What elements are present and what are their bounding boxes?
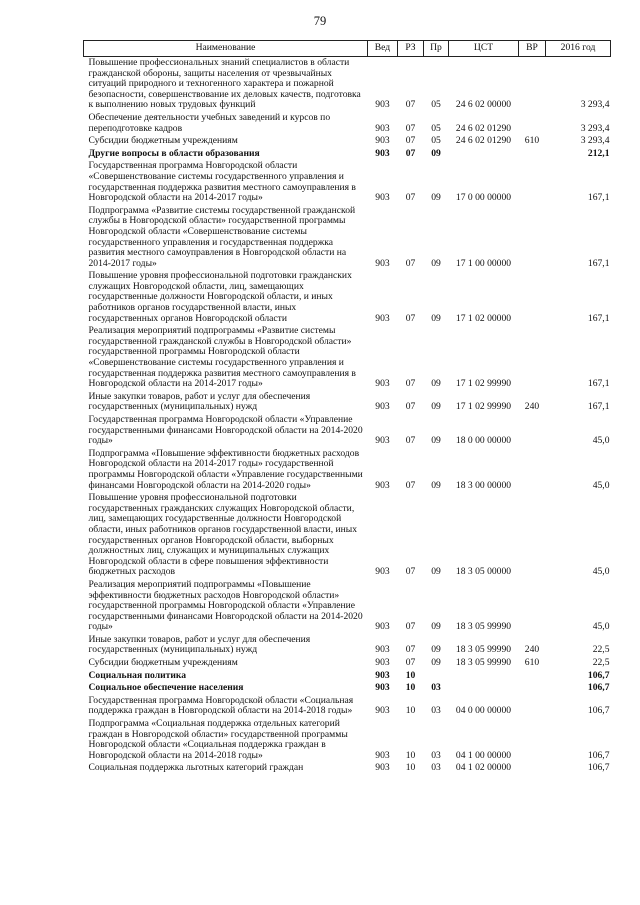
table-row (84, 657, 611, 670)
cell-pr: 05 (431, 99, 441, 111)
cell-ved: 903 (375, 621, 390, 633)
cell-vr (519, 414, 546, 448)
cell-pr (424, 670, 449, 683)
cell-vr: 240 (524, 644, 540, 656)
cell-rz: 07 (405, 566, 416, 578)
cell-name: Обеспечение деятельности учебных заведений и курсов по переподготовке кадров (88, 111, 331, 134)
cell-amount: 167,1 (587, 192, 610, 204)
table-row (84, 391, 611, 414)
cell-cst (449, 682, 519, 695)
cell-cst: 17 1 02 99990 (455, 401, 512, 413)
cell-cst: 18 3 05 99990 (455, 657, 512, 669)
cell-pr: 03 (431, 762, 441, 774)
table-row (84, 634, 611, 657)
cell-amount: 106,7 (587, 749, 610, 761)
table-header (84, 41, 611, 57)
cell-ved: 903 (375, 401, 390, 413)
table-row (84, 695, 611, 718)
cell-rz: 10 (405, 669, 416, 681)
cell-vr (519, 718, 546, 762)
cell-name: Государственная программа Новгородской области «Социальная поддержка граждан в Новгородской области на 2014-2018 годы» (88, 694, 354, 717)
cell-rz: 07 (405, 135, 416, 147)
cell-pr: 09 (431, 435, 441, 447)
cell-amount: 167,1 (587, 312, 610, 324)
cell-amount: 167,1 (587, 401, 610, 413)
header-pr: Пр (424, 41, 449, 57)
cell-pr: 09 (431, 644, 441, 656)
cell-pr: 09 (431, 479, 441, 491)
cell-rz: 07 (405, 621, 416, 633)
cell-cst: 24 6 02 01290 (455, 122, 512, 134)
cell-pr: 05 (431, 122, 441, 134)
cell-ved: 903 (375, 147, 390, 159)
table-row (84, 148, 611, 161)
cell-cst: 24 6 02 00000 (455, 99, 512, 111)
cell-vr (519, 57, 546, 112)
cell-ved: 903 (375, 99, 390, 111)
cell-ved: 903 (375, 479, 390, 491)
cell-amount: 22,5 (592, 644, 610, 656)
cell-amount: 106,7 (587, 705, 610, 717)
table-row (84, 448, 611, 492)
table-row (84, 135, 611, 148)
cell-cst: 18 3 00 00000 (455, 479, 512, 491)
cell-pr: 03 (431, 749, 441, 761)
cell-cst: 17 1 02 00000 (455, 312, 512, 324)
table-row (84, 57, 611, 112)
cell-amount: 45,0 (592, 566, 610, 578)
cell-name: Другие вопросы в области образования (88, 147, 260, 159)
cell-vr (519, 112, 546, 135)
cell-pr: 09 (431, 401, 441, 413)
cell-ved: 903 (375, 122, 390, 134)
header-name: Наименование (84, 41, 368, 57)
cell-pr: 09 (431, 657, 441, 669)
cell-name: Иные закупки товаров, работ и услуг для обеспечения государственных (муниципальных) нужд (88, 390, 311, 413)
cell-cst (449, 148, 519, 161)
cell-amount: 106,7 (587, 669, 610, 681)
cell-name: Повышение профессиональных знаний специалистов в области гражданской обороны, защиты населения от чрезвычайных ситуаций природного и техногенного характера и пожарной безопасности, совершенствование их деловых качеств, подготовка к выполнению новых трудовых функций (88, 57, 361, 111)
cell-vr: 610 (524, 657, 540, 669)
table-body (84, 57, 611, 776)
cell-rz: 07 (405, 644, 416, 656)
cell-pr: 09 (431, 621, 441, 633)
cell-cst: 17 0 00 00000 (455, 192, 512, 204)
budget-table (83, 40, 611, 775)
cell-vr (519, 270, 546, 325)
cell-rz: 07 (405, 435, 416, 447)
cell-name: Повышение уровня профессиональной подготовки государственных гражданских служащих Новгородской области, лиц, замещающих государственные должности Новгородской области, иных работников органов государственной власти, иных государственных органов Новгородской области, выборных должностных лиц, служащих и муниципальных служащих Новгородской области в сфере повышения эффективности бюджетных расходов (88, 492, 358, 578)
cell-pr: 05 (431, 135, 441, 147)
cell-rz: 10 (405, 682, 416, 694)
cell-vr (519, 695, 546, 718)
cell-name: Реализация мероприятий подпрограммы «Повышение эффективности бюджетных расходов Новгородской области» государственной программы Новгородской области «Управление государственными финансами Новгородской области на 2014-2020 годы» (88, 578, 363, 633)
cell-rz: 07 (405, 401, 416, 413)
cell-vr (519, 670, 546, 683)
header-rz: РЗ (398, 41, 424, 57)
cell-amount: 212,1 (587, 147, 610, 159)
table-row (84, 718, 611, 762)
cell-ved: 903 (375, 682, 390, 694)
cell-name: Субсидии бюджетным учреждениям (88, 135, 238, 147)
cell-vr: 610 (524, 135, 540, 147)
cell-rz: 07 (405, 312, 416, 324)
cell-rz: 07 (405, 378, 416, 390)
cell-ved: 903 (375, 257, 390, 269)
cell-amount: 167,1 (587, 257, 610, 269)
cell-cst (449, 670, 519, 683)
cell-vr (519, 448, 546, 492)
cell-rz: 10 (405, 762, 416, 774)
cell-amount: 22,5 (592, 657, 610, 669)
cell-ved: 903 (375, 566, 390, 578)
table-row (84, 112, 611, 135)
cell-vr: 240 (524, 401, 540, 413)
cell-ved: 903 (375, 192, 390, 204)
table-row (84, 579, 611, 634)
cell-name: Реализация мероприятий подпрограммы «Развитие системы государственной гражданской службы в Новгородской области» государственной программы Новгородской области «Совершенствование системы государственного управления и государственная поддержка развития местного самоуправления в Новгородской области на 2014-2017 годы» (88, 325, 356, 390)
table-row (84, 492, 611, 579)
cell-amount: 3 293,4 (580, 135, 610, 147)
cell-amount: 3 293,4 (580, 99, 610, 111)
table-row (84, 270, 611, 325)
cell-amount: 106,7 (587, 762, 610, 774)
cell-cst: 24 6 02 01290 (455, 135, 512, 147)
cell-vr (519, 492, 546, 579)
cell-vr (519, 148, 546, 161)
table-row (84, 325, 611, 391)
cell-ved: 903 (375, 378, 390, 390)
cell-name: Повышение уровня профессиональной подготовки гражданских служащих Новгородской области, лиц, замещающих государственные должности Новгородской области, и иных работников органов государственной власти, иных государственных органов Новгородской области (88, 270, 352, 324)
cell-cst: 17 1 02 99990 (455, 378, 512, 390)
table-row (84, 762, 611, 775)
cell-rz: 10 (405, 705, 416, 717)
header-vr: ВР (519, 41, 546, 57)
cell-rz: 07 (405, 257, 416, 269)
table-row (84, 670, 611, 683)
cell-ved: 903 (375, 644, 390, 656)
cell-amount: 167,1 (587, 378, 610, 390)
cell-pr: 09 (431, 257, 441, 269)
header-row (84, 41, 611, 57)
cell-pr: 03 (431, 682, 441, 694)
cell-pr: 09 (431, 192, 441, 204)
cell-name: Социальное обеспечение населения (88, 682, 244, 694)
cell-pr: 03 (431, 705, 441, 717)
cell-ved: 903 (375, 312, 390, 324)
cell-cst: 18 3 05 00000 (455, 566, 512, 578)
cell-vr (519, 579, 546, 634)
cell-cst: 04 1 00 00000 (455, 749, 512, 761)
cell-cst: 18 3 05 99990 (455, 644, 512, 656)
cell-cst: 04 1 02 00000 (455, 762, 512, 774)
cell-vr (519, 762, 546, 775)
cell-amount: 106,7 (587, 682, 610, 694)
cell-rz: 07 (405, 99, 416, 111)
cell-name: Подпрограмма «Социальная поддержка отдельных категорий граждан в Новгородской области» государственной программы Новгородской области «Социальная поддержка граждан в Новгородской области на 2014-2018 годы» (88, 718, 348, 761)
table-row (84, 682, 611, 695)
cell-ved: 903 (375, 749, 390, 761)
cell-rz: 07 (405, 657, 416, 669)
cell-name: Государственная программа Новгородской области «Совершенствование системы государственного управления и государственная поддержка развития местного самоуправления в Новгородской области на 2014-2017 годы» (88, 160, 356, 204)
cell-ved: 903 (375, 435, 390, 447)
cell-vr (519, 160, 546, 204)
cell-pr: 09 (431, 566, 441, 578)
cell-name: Социальная поддержка льготных категорий граждан (88, 762, 304, 774)
cell-cst: 04 0 00 00000 (455, 705, 512, 717)
cell-ved: 903 (375, 135, 390, 147)
cell-name: Государственная программа Новгородской области «Управление государственными финансами Новгородской области на 2014-2020 годы» (88, 414, 363, 447)
cell-name: Подпрограмма «Развитие системы государственной гражданской службы в Новгородской области» государственной программы Новгородской области «Совершенствование системы государственного управления и государственная поддержка развития местного самоуправления в Новгородской области на 2014-2017 годы» (88, 204, 356, 269)
header-ved: Вед (368, 41, 398, 57)
page-number: 79 (313, 14, 327, 28)
cell-cst: 18 0 00 00000 (455, 435, 512, 447)
table-row (84, 414, 611, 448)
cell-amount: 3 293,4 (580, 122, 610, 134)
cell-ved: 903 (375, 762, 390, 774)
cell-pr: 09 (431, 378, 441, 390)
cell-rz: 07 (405, 192, 416, 204)
cell-amount: 45,0 (592, 479, 610, 491)
cell-cst: 17 1 00 00000 (455, 257, 512, 269)
cell-ved: 903 (375, 657, 390, 669)
cell-rz: 07 (405, 479, 416, 491)
cell-vr (519, 205, 546, 271)
table-row (84, 205, 611, 271)
cell-vr (519, 682, 546, 695)
table-row (84, 160, 611, 204)
cell-name: Субсидии бюджетным учреждениям (88, 657, 238, 669)
cell-name: Социальная политика (88, 669, 187, 681)
cell-cst: 18 3 05 99990 (455, 621, 512, 633)
header-cst: ЦСТ (449, 41, 519, 57)
cell-amount: 45,0 (592, 621, 610, 633)
header-year: 2016 год (546, 41, 611, 57)
cell-pr: 09 (431, 147, 441, 159)
cell-rz: 07 (405, 122, 416, 134)
cell-vr (519, 325, 546, 391)
cell-rz: 07 (405, 147, 416, 159)
cell-pr: 09 (431, 312, 441, 324)
cell-name: Иные закупки товаров, работ и услуг для обеспечения государственных (муниципальных) нужд (88, 633, 311, 656)
cell-amount: 45,0 (592, 435, 610, 447)
cell-ved: 903 (375, 705, 390, 717)
cell-rz: 10 (405, 749, 416, 761)
cell-name: Подпрограмма «Повышение эффективности бюджетных расходов Новгородской области на 2014-2017 годы» государственной программы Новгородской области «Управление государственными финансами Новгородской области на 2014-2020 годы» (88, 447, 363, 491)
cell-ved: 903 (375, 669, 390, 681)
